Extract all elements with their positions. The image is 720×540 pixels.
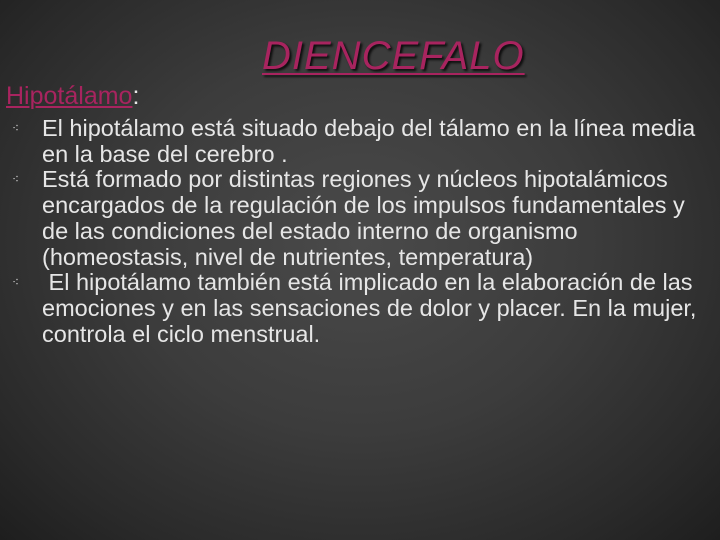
heading-suffix: : [132,82,140,110]
bullet-text: El hipotálamo también está implicado en la elaboración de las emociones y en las sensaciones de dolor y placer. En la mujer, controla el ciclo menstrual. [42,269,703,347]
bullet-text: Está formado por distintas regiones y núcleos hipotalámicos encargados de la regulación de los impulsos fundamentales y de las condiciones del estado interno de organismo (homeostasis, nivel de nutrientes, temperatura) [42,166,685,270]
bullet-text: El hipotálamo está situado debajo del tálamo en la línea media en la base del cerebro . [42,115,696,167]
section-heading [6,82,139,110]
list-item [12,116,716,167]
diamond-bullet-icon: ⁖ [12,172,20,187]
diamond-bullet-icon: ⁖ [12,275,20,290]
list-item [12,167,716,270]
slide-title: DIENCEFALO [262,34,525,78]
list-item [12,270,716,347]
heading-term: Hipotálamo [6,82,133,110]
bullet-list [12,116,716,347]
diamond-bullet-icon: ⁖ [12,121,20,135]
